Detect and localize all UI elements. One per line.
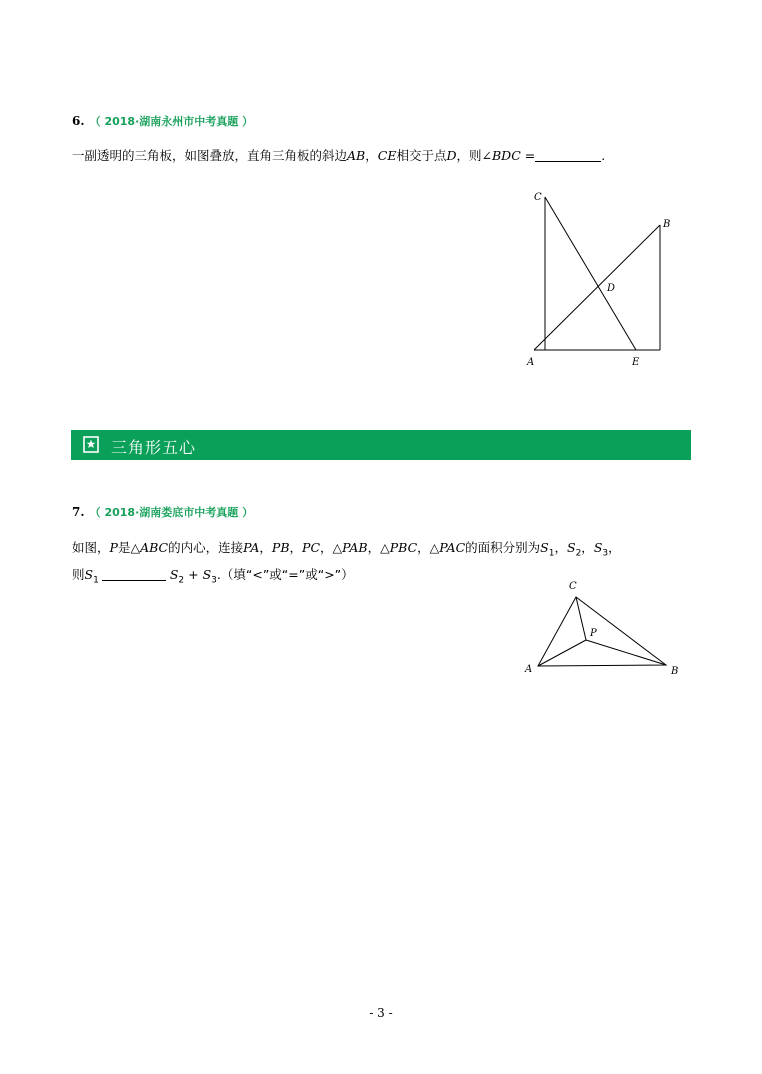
segment-pb	[586, 640, 666, 665]
question-7-line-2	[72, 566, 354, 590]
question-number: 6.	[72, 114, 85, 128]
math: S	[566, 540, 576, 555]
question-source: （ 2018·湖南永州市中考真题 ）	[89, 115, 254, 128]
math: AB	[347, 148, 366, 163]
text: 如图，	[72, 540, 110, 555]
subscript: 1	[548, 548, 555, 559]
segment-ab	[534, 225, 660, 350]
subscript: 2	[575, 548, 582, 559]
math: △PAB	[332, 540, 368, 555]
section-banner	[71, 430, 691, 460]
math: ∠BDC	[481, 148, 521, 163]
label-a: A	[525, 664, 533, 675]
question-6-header	[72, 110, 253, 129]
math: CE	[377, 148, 397, 163]
math: △ABC	[130, 540, 169, 555]
label-a: A	[527, 357, 535, 368]
question-7-header	[72, 501, 253, 520]
math: S	[84, 567, 94, 582]
text: ，	[554, 540, 567, 555]
text: ，	[581, 540, 594, 555]
text: ，	[608, 540, 621, 555]
text: .	[601, 148, 606, 163]
math: △PBC	[380, 540, 418, 555]
text: 则	[72, 567, 85, 582]
math: S	[540, 540, 549, 555]
text: ，	[365, 148, 378, 163]
segment-ce	[545, 197, 636, 350]
subscript: 1	[93, 575, 99, 586]
text: ，	[289, 540, 303, 555]
bookmark-star-icon	[83, 436, 99, 453]
math: P	[109, 540, 118, 555]
math: PC	[302, 540, 321, 555]
text: 的内心，连接	[168, 540, 244, 555]
label-c: C	[569, 581, 577, 592]
math: D	[446, 148, 457, 163]
text: ，	[259, 540, 272, 555]
math: PA	[243, 540, 260, 555]
math: △PAC	[429, 540, 466, 555]
label-b: B	[671, 666, 679, 677]
question-source: （ 2018·湖南娄底市中考真题 ）	[89, 506, 254, 519]
math: =	[524, 148, 536, 163]
text: ，	[367, 540, 381, 555]
text: 一副透明的三角板，如图叠放，直角三角板的斜边	[72, 148, 348, 163]
text: 的面积分别为	[465, 540, 541, 555]
subscript: 3	[211, 575, 217, 586]
question-7-line-1	[72, 539, 621, 563]
math: S	[169, 567, 179, 582]
math: PB	[271, 540, 290, 555]
section-title: 三角形五心	[111, 438, 197, 457]
label-c: C	[534, 192, 542, 203]
subscript: 3	[602, 548, 609, 559]
label-e: E	[632, 357, 640, 368]
answer-blank[interactable]	[102, 580, 166, 581]
label-b: B	[663, 219, 671, 230]
subscript: 2	[178, 575, 185, 586]
page-number: - 3 -	[369, 1006, 393, 1020]
question-6-text	[72, 147, 605, 165]
figure-incenter-triangle	[520, 575, 690, 680]
text: .（填“<”或“=”或“>”）	[216, 567, 354, 582]
text: ，	[417, 540, 430, 555]
label-d: D	[607, 283, 616, 294]
text: ，	[320, 540, 333, 555]
math: +	[188, 567, 199, 582]
label-p: P	[590, 628, 597, 639]
question-number: 7.	[72, 505, 85, 519]
text: 相交于点	[396, 148, 447, 163]
math: S	[202, 567, 212, 582]
text: 是	[117, 540, 131, 555]
math: S	[593, 540, 603, 555]
text: ，则	[456, 148, 482, 163]
answer-blank[interactable]	[535, 161, 601, 162]
figure-triangles-overlap	[520, 185, 680, 375]
